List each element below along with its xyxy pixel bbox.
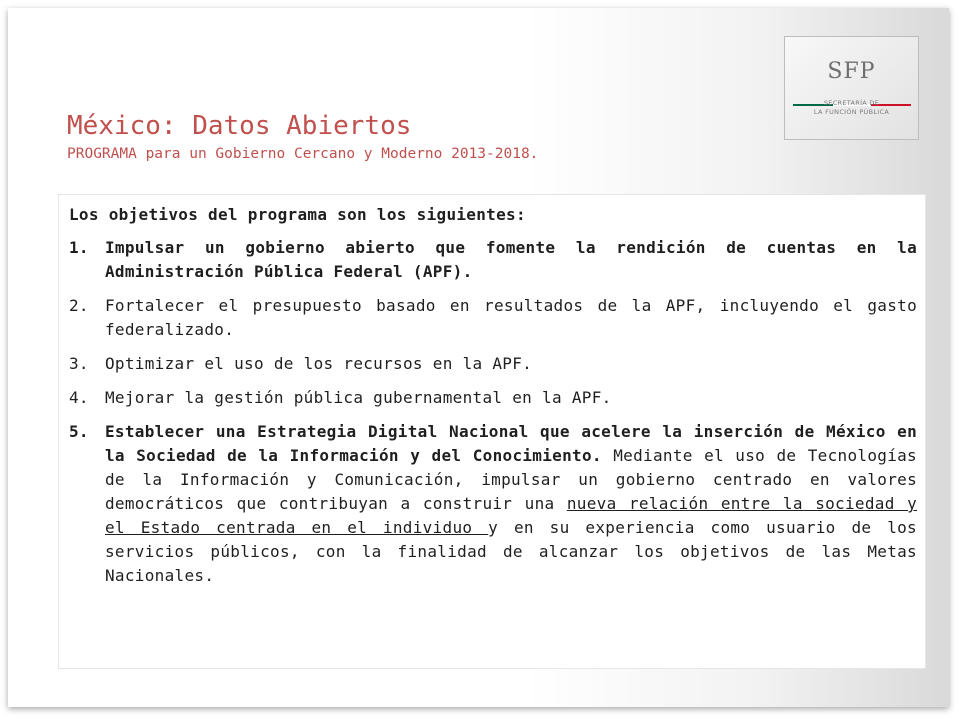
item-underlined-text: nueva relación entre la sociedad y el Estado centrada en el individuo	[105, 494, 917, 537]
objective-item-5	[69, 420, 917, 588]
objectives-list	[69, 236, 917, 588]
logo-line-2: LA FUNCIÓN PÚBLICA	[813, 108, 890, 116]
item-text: Mediante el uso de Tecnologías de la Información y Comunicación, impulsar un gobierno centrado en valores democráticos que contribuyan a construir una	[105, 446, 917, 513]
logo-flag-stripe	[793, 91, 911, 93]
page-title: México: Datos Abiertos	[67, 111, 412, 141]
slide	[8, 8, 949, 707]
page-subtitle: PROGRAMA para un Gobierno Cercano y Moderno 2013-2018.	[67, 146, 539, 162]
item-number: 4.	[69, 388, 89, 407]
item-text: Optimizar el uso de los recursos en la APF.	[105, 354, 533, 373]
objective-item-2	[69, 294, 917, 342]
logo-acronym: SFP	[827, 59, 876, 84]
item-number: 2.	[69, 296, 89, 315]
objectives-intro: Los objetivos del programa son los siguientes:	[69, 205, 526, 224]
objective-item-3	[69, 352, 917, 376]
sfp-logo	[784, 36, 919, 140]
objective-item-4	[69, 386, 917, 410]
item-text: Mejorar la gestión pública gubernamental en la APF.	[105, 388, 612, 407]
objectives-panel	[58, 194, 926, 669]
item-number: 5.	[69, 422, 89, 441]
item-text: Fortalecer el presupuesto basado en resultados de la APF, incluyendo el gasto federalizado.	[105, 296, 917, 339]
item-number: 1.	[69, 238, 89, 257]
item-number: 3.	[69, 354, 89, 373]
item-bold-text: Establecer una Estrategia Digital Nacional que acelere la inserción de México en la Sociedad de la Información y del Conocimiento.	[105, 422, 917, 465]
item-text-end: y en su experiencia como usuario de los servicios públicos, con la finalidad de alcanzar los objetivos de las Metas Nacionales.	[105, 518, 917, 585]
objective-item-1	[69, 236, 917, 284]
item-text: Impulsar un gobierno abierto que fomente la rendición de cuentas en la Administración Pública Federal (APF).	[105, 238, 917, 281]
logo-line-1: SECRETARÍA DE	[823, 99, 880, 107]
